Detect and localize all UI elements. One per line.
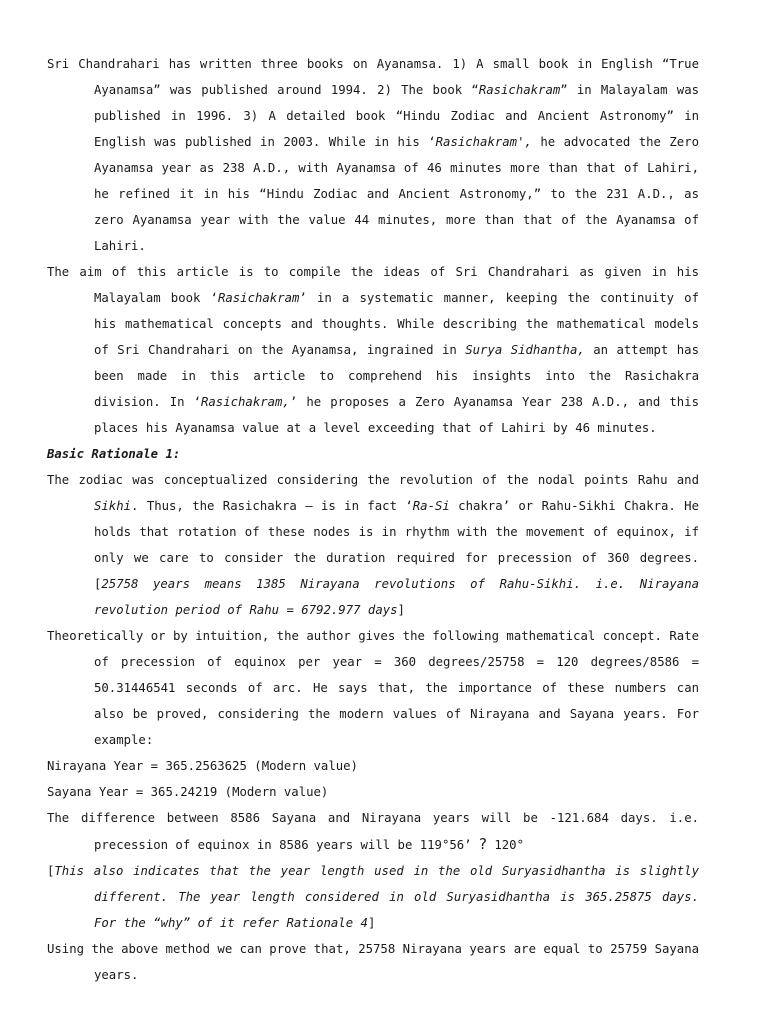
paragraph-difference [47, 805, 699, 858]
text-run: The zodiac was conceptualized considering the revolution of the nodal points Rahu and [47, 473, 699, 487]
text-run: The difference between 8586 Sayana and Nirayana years will be -121.684 days. i.e. precession of equinox in 8586 years will be 119°56’ [47, 811, 699, 852]
text-run: 120° [486, 838, 524, 852]
document-page [47, 51, 699, 988]
text-run: The aim of this article is to compile the ideas of Sri Chandrahari as given in his Malayalam book ‘ [47, 265, 699, 305]
italic-note: 25758 years means 1385 Nirayana revolutions of Rahu-Sikhi. i.e. Nirayana revolution period of Rahu = 6792.977 days [94, 577, 699, 617]
italic-title: Rasichakram, [201, 395, 290, 409]
approx-symbol: ? [478, 835, 487, 853]
text-run: he advocated the Zero Ayanamsa year as 238 A.D., with Ayanamsa of 46 minutes more than that of Lahiri, he refined it in his “Hindu Zodiac and Ancient Astronomy,” to the 231 A.D., as zero Ayanamsa year with the value 44 minutes, more than that of the Ayanamsa of Lahiri. [94, 135, 700, 253]
section-heading: Basic Rationale 1: [47, 447, 181, 461]
italic-term: Sikhi [94, 499, 132, 513]
text-run: [ [47, 864, 55, 878]
text-run: ] [367, 916, 376, 930]
italic-title: Rasichakram [478, 83, 561, 97]
text-run: an attempt has been made in this article to comprehend his insights into the Rasichakra division. In ‘ [94, 343, 699, 409]
text-run: chakra’ or Rahu-Sikhi Chakra. He holds that rotation of these nodes is in rhythm with the movement of equinox, if only we care to consider the duration required for precession of 360 degrees. [ [94, 499, 699, 591]
text-run: Sri Chandrahari has written three books on Ayanamsa. 1) A small book in English “True Ayanamsa” was published around 1994. 2) The book “ [47, 57, 699, 97]
paragraph-note [47, 858, 699, 936]
text-run: ’ he proposes a Zero Ayanamsa Year 238 A.D., and this places his Ayanamsa value at a level exceeding that of Lahiri by 46 minutes. [94, 395, 699, 435]
italic-title: Rasichakram', [435, 135, 532, 149]
text-run: ] [397, 603, 405, 617]
paragraph-aim [47, 259, 699, 441]
paragraph-concept: Theoretically or by intuition, the author gives the following mathematical concept. Rate of precession of equinox per year = 360 degrees/25758 = 120 degrees/8586 = 50.31446541 seconds of arc. He says that, the importance of these numbers can also be proved, considering the modern values of Nirayana and Sayana years. For example: [47, 629, 699, 747]
italic-title: Rasichakram [217, 291, 300, 305]
italic-term: Ra-Si [412, 499, 450, 513]
text-run: ” in Malayalam was published in 1996. 3) A detailed book “Hindu Zodiac and Ancient Astronomy” in English was published in 2003. While in his ‘ [94, 83, 699, 149]
sayana-year-line: Sayana Year = 365.24219 (Modern value) [47, 785, 329, 799]
paragraph-zodiac [47, 467, 699, 623]
italic-note: This also indicates that the year length used in the old Suryasidhantha is slightly different. The year length considered in old Suryasidhantha is 365.25875 days. For the “why” of it refer Rationale 4 [54, 864, 699, 930]
paragraph-proof: Using the above method we can prove that, 25758 Nirayana years are equal to 25759 Sayana years. [47, 942, 699, 982]
italic-title: Surya Sidhantha, [465, 343, 585, 357]
nirayana-year-line: Nirayana Year = 365.2563625 (Modern value) [47, 759, 358, 773]
paragraph-books [47, 51, 699, 259]
text-run: ’ in a systematic manner, keeping the continuity of his mathematical concepts and thoughts. While describing the mathematical models of Sri Chandrahari on the Ayanamsa, ingrained in [94, 291, 699, 357]
text-run: . Thus, the Rasichakra – is in fact ‘ [131, 499, 413, 513]
